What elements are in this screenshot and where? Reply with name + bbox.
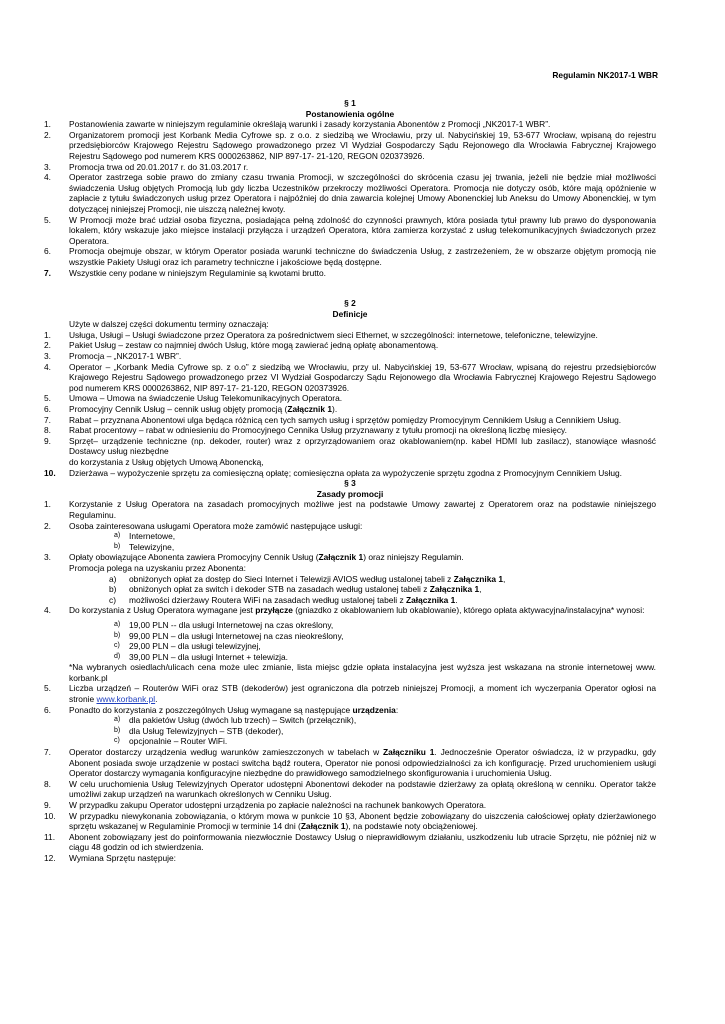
sub-item: c) opcjonalnie – Router WiFi. [114,736,228,747]
section-2-number: § 2 [344,298,356,309]
sub-item: b) Telewizyjne, [114,541,175,552]
section-2-intro: Użyte w dalszej części dokumentu terminy oznaczają: [69,319,269,330]
list-item: 5. W Promocji może brać udział osoba fizyczna, posiadająca pełną zdolność do czynności prawnych, która posiada tytuł prawny lub prawo do dysponowania lokalem, który wskazuje jako miejsce instalacji przyłącza i urządzeń Operatora, która zamierza korzystać z usług telekomunikacyjnych świadczonych przez Operatora. [44,214,656,246]
list-item: 10. W przypadku niewykonania zobowiązania, o którym mowa w punkcie 10 §3, Abonent będzie zobowiązany do uiszczenia całościowej opłaty dzierżawionego sprzętu wskazanej w Regulaminie Promocji w terminie 14 dni (Załącznik 1), na podstawie noty obciążeniowej. [44,810,656,832]
section-2-title: Definicje [332,308,368,319]
sub-item: d) 39,00 PLN – dla usługi Internet + telewizja. [114,651,288,662]
list-item-continuation: Promocja polega na uzyskaniu przez Abonenta: [69,562,246,573]
section-1-list [44,119,656,278]
list-item: 7. Wszystkie ceny podane w niniejszym Regulaminie są kwotami brutto. [44,267,326,278]
list-item: 4. Operator zastrzega sobie prawo do zmiany czasu trwania Promocji, w szczególności do skrócenia czasu jej trwania, jeżeli nie będzie miał możliwości świadczenia Usług objętych Promocją lub gdy liczba Uczestników przekroczy możliwości Operatora. Promocja nie dotyczy osób, które mają opóźnienie w zapłacie z tytułu świadczonych usług przez Operatora i najpóźniej do dnia zawarcia kolejnej Umowy Abonenckiej lub Aneksu do Umowy Abonenckiej, w tym dotyczącej niniejszej Promocji, nie uiszczą należnej kwoty. [44,172,656,214]
list-item: 4. Do korzystania z Usług Operatora wymagane jest przyłącze (gniazdko z okablowaniem lub okablowanie), którego opłata aktywacyjna/instalacyjna* wynosi: [44,605,645,616]
section-3-list [44,499,656,863]
list-item: 5. Umowa – Umowa na świadczenie Usług Telekomunikacyjnych Operatora. [44,393,343,404]
section-3-number: § 3 [344,478,356,489]
list-item: 5. Liczba urządzeń – Routerów WiFi oraz STB (dekoderów) jest ograniczona dla potrzeb niniejszej Promocji, a moment ich wyczerpania Operator ogłosi na stronie www.korbank.pl. [44,683,656,705]
list-item: 3. Promocja trwa od 20.01.2017 r. do 31.03.2017 r. [44,161,249,172]
price-footnote: *Na wybranych osiedlach/ulicach cena może ulec zmianie, lista miejsc gdzie opłata instalacyjna jest wyższa jest wskazana na stronie internetowej www. korbank.pl [69,662,656,683]
list-item: 6. Ponadto do korzystania z poszczególnych Usług wymagane są następujące urządzenia: [44,704,399,715]
sub-item: b) obniżonych opłat za switch i dekoder STB na zasadach według ustalonej tabeli z Załącznika 1, [109,584,482,595]
list-item: 7. Operator dostarczy urządzenia według warunków zamieszczonych w tabelach w Załączniku 1. Jednocześnie Operator oświadcza, iż w przypadku, gdy Abonent posiada swoje urządzenie w postaci switcha bądź routera, Operator nie ponosi odpowiedzialności za ich konfigurację. Przed uruchomieniem usługi Operator dostarczy wymagania konfiguracyjne niezbędne do prawidłowego samodzielnego skonfigurowania i uruchomienia Usług. [44,747,656,779]
list-item: 12. Wymiana Sprzętu następuje: [44,852,176,863]
list-item-continuation: do korzystania z Usług objętych Umową Abonencką, [69,457,264,467]
list-item: 9. Sprzęt– urządzenie techniczne (np. dekoder, router) wraz z oprzyrządowaniem oraz okablowaniem(np. kabel HDMI lub zasilacz), stanowiące własność Dostawcy usług niezbędne [44,435,656,457]
list-item: 2. Pakiet Usług – zestaw co najmniej dwóch Usług, które mogą zawierać jedną opłatę abonamentową. [44,340,439,351]
section-1-number: § 1 [344,98,356,108]
list-item: 3. Opłaty obowiązujące Abonenta zawiera Promocyjny Cennik Usług (Załącznik 1) oraz niniejszy Regulamin. [44,552,464,563]
sub-item: a) dla pakietów Usług (dwóch lub trzech) – Switch (przełącznik), [114,715,357,726]
list-item: 4. Operator – „Korbank Media Cyfrowe sp. z o.o” z siedzibą we Wrocławiu, przy ul. Nabycińskiej 19, 53-677 Wrocław, wpisaną do rejestru przedsiębiorców Krajowego Rejestru Sądowego prowadzonego przez VI Wydział Gospodarczy Sądu Rejonowego dla Wrocławia Fabrycznej Krajowego Rejestru Sądowego pod numerem KRS 0000263862, NIP 897-17- 21-120, REGON 020373926. [44,361,656,393]
list-item: 1. Postanowienia zawarte w niniejszym regulaminie określają warunki i zasady korzystania Abonentów z Promocji „NK2017-1 WBR”. [44,119,551,130]
list-item: 10. Dzierżawa – wypożyczenie sprzętu za comiesięczną opłatę; comiesięczna opłata za wypożyczenie sprzętu zgodna z Promocyjnym Cennikiem Usług. [44,467,622,478]
document-header-title: Regulamin NK2017-1 WBR [552,70,658,80]
list-item: 1. Korzystanie z Usług Operatora na zasadach promocyjnych możliwe jest na podstawie Umowy zawartej z Operatorem oraz na podstawie niniejszego Regulaminu. [44,499,656,520]
sub-item: a) 19,00 PLN -- dla usługi Internetowej na czas określony, [114,619,334,630]
section-2-list [44,330,656,478]
list-item: 8. W celu uruchomienia Usług Telewizyjnych Operator udostępni Abonentowi dekoder na podstawie dzierżawy za opłatą określoną w cenniku. Operator także umożliwi zakup urządzeń na warunkach określonych w Cenniku Usług. [44,778,656,800]
sub-item: c) możliwości dzierżawy Routera WiFi na zasadach według ustalonej tabeli z Załącznika 1. [109,594,458,605]
list-item: 9. W przypadku zakupu Operator udostępni urządzenia po zapłacie należności na rachunek bankowych Operatora. [44,800,487,810]
korbank-website-link[interactable]: www.korbank.pl [96,694,156,705]
sub-item: c) 29,00 PLN – dla usługi telewizyjnej, [114,641,261,652]
sub-item: b) 99,00 PLN – dla usługi Internetowej na czas nieokreślony, [114,630,344,641]
document-body [44,98,656,864]
list-item: 6. Promocyjny Cennik Usług – cennik usług objęty promocją (Załącznik 1). [44,404,338,415]
list-item: 8. Rabat procentowy – rabat w odniesieniu do Promocyjnego Cennika Usług przyznawany z tytułu promocji na określoną liczbę miesięcy. [44,425,567,436]
list-item: 1. Usługa, Usługi – Usługi świadczone przez Operatora za pośrednictwem sieci Ethernet, w szczególności: internetowe, telefoniczne, telewizyjne. [44,329,598,340]
section-3-title: Zasady promocji [316,488,384,499]
list-item: 2. Osoba zainteresowana usługami Operatora może zamówić następujące usługi: [44,520,363,531]
sub-item: b) dla Usług Telewizyjnych – STB (dekoder), [114,725,284,736]
list-item: 7. Rabat – przyznana Abonentowi ulga będąca różnicą cen tych samych usług i sprzętów pomiędzy Promocyjnym Cennikiem Usług a Cennikiem Usług. [44,414,622,425]
list-item: 2. Organizatorem promocji jest Korbank Media Cyfrowe sp. z o.o. z siedzibą we Wrocławiu, przy ul. Nabycińskiej 19, 53-677 Wrocław, wpisaną do rejestru przedsiębiorców Krajowego Rejestru Sądowego prowadzonego przez VI Wydział Gospodarczy Sądu Rejonowego dla Wrocławia Fabrycznej Krajowego Rejestru Sądowego pod numerem KRS 0000263862, NIP 897-17- 21-120, REGON 020373926. [44,129,656,161]
list-item: 6. Promocja obejmuje obszar, w którym Operator posiada warunki techniczne do świadczenia Usług, z zastrzeżeniem, że w obszarze objętym promocją nie wszystkie Pakiety Usługi oraz ich parametry techniczne i jakościowe będą dostępne. [44,246,656,267]
sub-item: a) Internetowe, [114,531,176,542]
list-item: 11. Abonent zobowiązany jest do poinformowania niezwłocznie Dostawcy Usług o nieprawidłowym działaniu, uszkodzeniu lub utracie Sprzętu, nie później niż w ciągu 48 godzin od ich stwierdzenia. [44,831,656,853]
sub-item: a) obniżonych opłat za dostęp do Sieci Internet i Telewizji AVIOS według ustalonej tabeli z Załącznika 1, [109,573,506,584]
list-item: 3. Promocja – „NK2017-1 WBR”. [44,351,182,362]
section-1-title: Postanowienia ogólne [305,108,395,119]
